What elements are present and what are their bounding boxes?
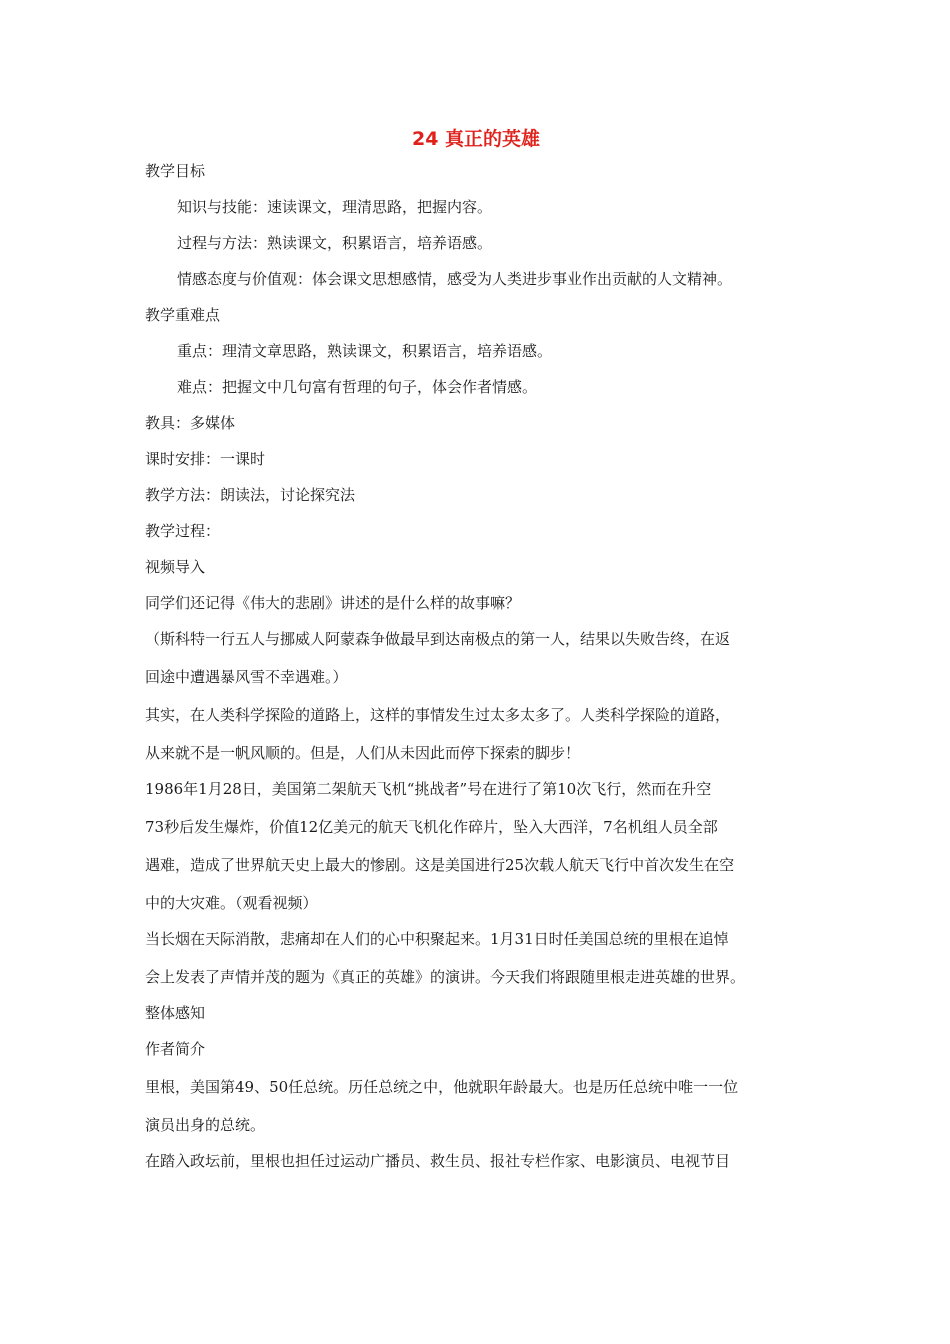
section-heading-objectives: 教学目标 <box>145 162 206 180</box>
objective-knowledge: 知识与技能：速读课文，理清思路，把握内容。 <box>177 198 493 216</box>
document-page <box>145 126 807 1171</box>
paragraph-line: （斯科特一行五人与挪威人阿蒙森争做最早到达南极点的第一人，结果以失败告终，在返 <box>145 630 731 648</box>
teaching-methods: 教学方法：朗读法，讨论探究法 <box>145 486 356 504</box>
subheading-author-intro: 作者简介 <box>145 1040 206 1058</box>
key-point: 重点：理清文章思路，熟读课文，积累语言，培养语感。 <box>177 342 553 360</box>
paragraph-line: 1986年1月28日，美国第二架航天飞机“挑战者”号在进行了第10次飞行，然而在升空 <box>145 780 712 798</box>
class-schedule: 课时安排：一课时 <box>145 450 266 468</box>
subheading-video-intro: 视频导入 <box>145 558 206 576</box>
paragraph-line: 在踏入政坛前，里根也担任过运动广播员、救生员、报社专栏作家、电影演员、电视节目 <box>145 1152 731 1170</box>
paragraph-line: 中的大灾难。（观看视频） <box>145 894 318 912</box>
paragraph-line: 遇难，造成了世界航天史上最大的惨剧。这是美国进行25次载人航天飞行中首次发生在空 <box>145 856 735 874</box>
paragraph-line: 当长烟在天际消散，悲痛却在人们的心中积聚起来。1月31日时任美国总统的里根在追悼 <box>145 930 729 948</box>
paragraph-line: 会上发表了声情并茂的题为《真正的英雄》的演讲。今天我们将跟随里根走进英雄的世界。 <box>145 968 746 986</box>
difficult-point: 难点：把握文中几句富有哲理的句子，体会作者情感。 <box>177 378 538 396</box>
section-heading-process: 教学过程： <box>145 522 221 540</box>
paragraph-line: 其实，在人类科学探险的道路上，这样的事情发生过太多太多了。人类科学探险的道路， <box>145 706 731 724</box>
document-title: 24 真正的英雄 <box>411 128 541 150</box>
objective-process: 过程与方法：熟读课文，积累语言，培养语感。 <box>177 234 493 252</box>
paragraph-line: 演员出身的总统。 <box>145 1116 266 1134</box>
paragraph-line: 里根，美国第49、50任总统。历任总统之中，他就职年龄最大。也是历任总统中唯一一位 <box>145 1078 739 1096</box>
subheading-overall-perception: 整体感知 <box>145 1004 206 1022</box>
section-heading-key-points: 教学重难点 <box>145 306 221 324</box>
teaching-aids: 教具：多媒体 <box>145 414 236 432</box>
objective-emotion: 情感态度与价值观：体会课文思想感情，感受为人类进步事业作出贡献的人文精神。 <box>177 270 733 288</box>
paragraph-line: 同学们还记得《伟大的悲剧》讲述的是什么样的故事嘛？ <box>145 594 521 612</box>
paragraph-line: 从来就不是一帆风顺的。但是，人们从未因此而停下探索的脚步！ <box>145 744 581 762</box>
paragraph-line: 回途中遭遇暴风雪不幸遇难。） <box>145 668 348 686</box>
paragraph-line: 73秒后发生爆炸，价值12亿美元的航天飞机化作碎片，坠入大西洋，7名机组人员全部 <box>145 818 718 836</box>
